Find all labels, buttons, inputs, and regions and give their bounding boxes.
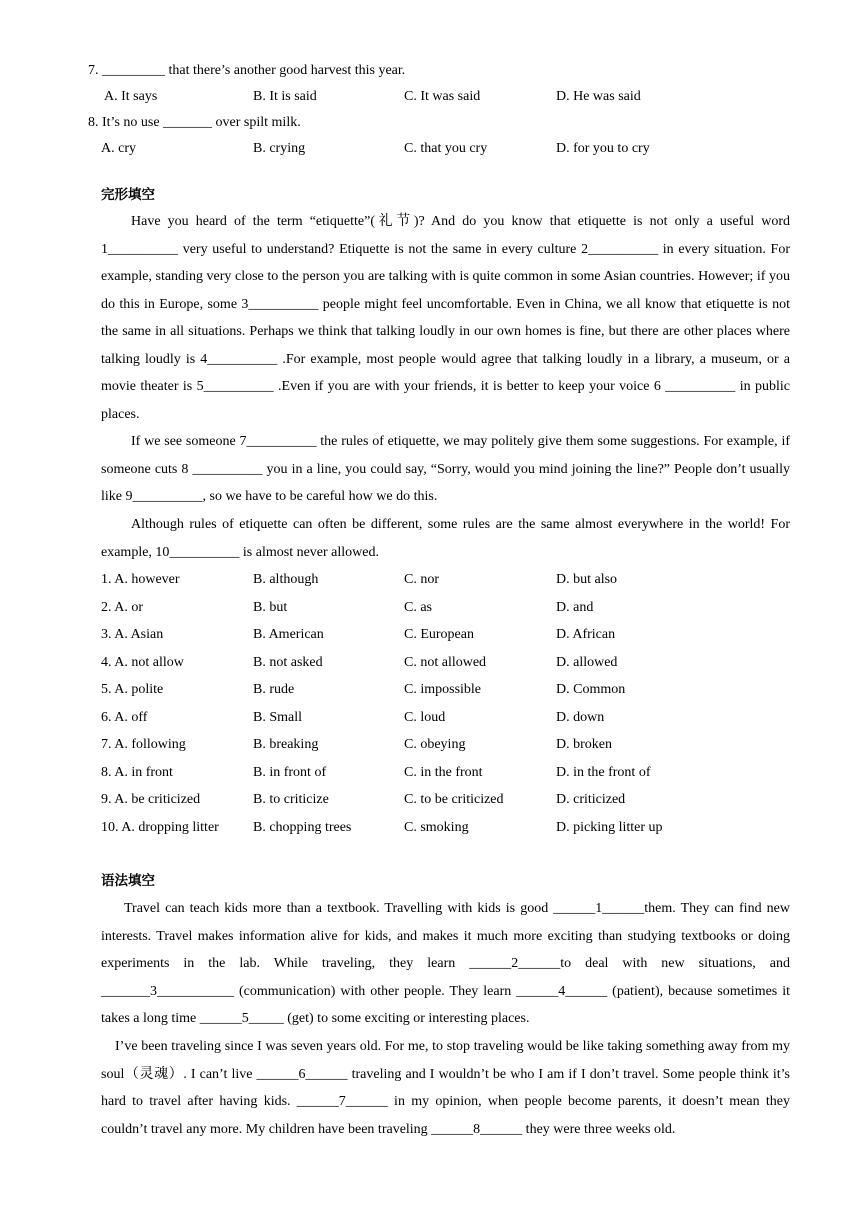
question-7-option-b: B. It is said <box>253 89 317 104</box>
cloze-q1-option-d: D. but also <box>556 572 618 587</box>
cloze-q7-option-b: B. breaking <box>253 737 319 752</box>
grammar-paragraph-1: Travel can teach kids more than a textbook. Travelling with kids is good ______1______them. They can find new interests. Travel makes information alive for kids, and makes it much more exciting than studying textbooks or doing experiments in the lab. While traveling, they learn ______2______to deal with new situations, and _______3___________ (communication) with other people. They learn ______4______ (patient), because sometimes it takes a long time ______5_____ (get) to some exciting or interesting places. <box>101 901 790 1026</box>
question-7-option-a: A. It says <box>104 89 158 104</box>
cloze-q4-option-b: B. not asked <box>253 654 323 670</box>
cloze-paragraph-2: If we see someone 7__________ the rules of etiquette, we may politely give them some suggestions. For example, if someone cuts 8 __________ you in a line, you could say, “Sorry, would you mind joining the line?” People don’t usually like 9__________, so we have to be careful how we do this. <box>101 434 790 504</box>
question-8-option-b: B. crying <box>253 141 306 156</box>
cloze-q6-option-b: B. Small <box>253 709 303 725</box>
cloze-q1-option-b: B. although <box>253 572 319 587</box>
cloze-q6-option-d: D. down <box>556 709 605 725</box>
question-8-option-c: C. that you cry <box>404 141 488 156</box>
cloze-q2-option-a: 2. A. or <box>101 599 143 615</box>
cloze-q5-option-a: 5. A. polite <box>101 682 164 697</box>
cloze-q9-option-c: C. to be criticized <box>404 792 504 807</box>
cloze-q8-option-d: D. in the front of <box>556 764 651 780</box>
cloze-q2-option-d: D. and <box>556 599 594 615</box>
cloze-q10-option-c: C. smoking <box>404 819 469 835</box>
cloze-q2-option-b: B. but <box>253 599 288 615</box>
grammar-paragraph-2: I’ve been traveling since I was seven years old. For me, to stop traveling would be like taking something away from my soul（灵魂）. I can’t live ______6______ traveling and I wouldn’t be who I am if I don’t travel. Some people think it’s hard to travel after having kids. ______7______ in my opinion, when people become parents, it doesn’t mean they couldn’t travel any more. My children have been traveling ______8______ they were three weeks old. <box>101 1039 790 1137</box>
cloze-q7-option-c: C. obeying <box>404 737 466 752</box>
cloze-q4-option-d: D. allowed <box>556 654 618 670</box>
question-7-option-d: D. He was said <box>556 89 641 104</box>
cloze-q7-option-a: 7. A. following <box>101 737 186 752</box>
question-8-stem: 8. It’s no use _______ over spilt milk. <box>88 115 301 130</box>
cloze-q5-option-b: B. rude <box>253 682 295 697</box>
cloze-q4-option-a: 4. A. not allow <box>101 654 184 670</box>
cloze-q1-option-c: C. nor <box>404 572 439 587</box>
cloze-q8-option-b: B. in front of <box>253 764 327 780</box>
cloze-q10-option-b: B. chopping trees <box>253 819 352 835</box>
grammar-heading: 语法填空 <box>101 873 155 889</box>
cloze-q6-option-a: 6. A. off <box>101 709 148 725</box>
cloze-q9-option-b: B. to criticize <box>253 792 329 807</box>
cloze-paragraph-3: Although rules of etiquette can often be different, some rules are the same almost everywhere in the world! For example, 10__________ is almost never allowed. <box>101 517 790 560</box>
cloze-q9-option-a: 9. A. be criticized <box>101 792 201 807</box>
cloze-q3-option-d: D. African <box>556 627 616 642</box>
cloze-q3-option-b: B. American <box>253 627 324 642</box>
cloze-q7-option-d: D. broken <box>556 737 612 752</box>
cloze-q10-option-a: 10. A. dropping litter <box>101 819 219 835</box>
cloze-q9-option-d: D. criticized <box>556 792 626 807</box>
cloze-q5-option-c: C. impossible <box>404 682 482 697</box>
question-7-stem: 7. _________ that there’s another good harvest this year. <box>88 63 406 78</box>
cloze-q3-option-a: 3. A. Asian <box>101 627 164 642</box>
cloze-q1-option-a: 1. A. however <box>101 572 180 587</box>
cloze-q3-option-c: C. European <box>404 627 474 642</box>
cloze-q5-option-d: D. Common <box>556 682 626 697</box>
cloze-heading: 完形填空 <box>101 187 155 203</box>
question-7-option-c: C. It was said <box>404 89 481 104</box>
cloze-q6-option-c: C. loud <box>404 709 446 725</box>
question-8-option-d: D. for you to cry <box>556 141 650 156</box>
cloze-q4-option-c: C. not allowed <box>404 654 487 670</box>
cloze-q2-option-c: C. as <box>404 599 432 615</box>
cloze-q10-option-d: D. picking litter up <box>556 819 663 835</box>
cloze-q8-option-a: 8. A. in front <box>101 764 173 780</box>
question-8-option-a: A. cry <box>101 141 136 156</box>
cloze-paragraph-1: Have you heard of the term “etiquette”(礼节)? And do you know that etiquette is not only a useful word 1__________ very useful to understand? Etiquette is not the same in every culture 2__________ in every situation. For example, standing very close to the person you are talking with is quite common in some Asian countries. However; if you do this in Europe, some 3__________ people might feel uncomfortable. Even in China, we all know that etiquette is not the same in all situations. Perhaps we think that talking loudly in our own homes is fine, but there are other places where talking loudly is 4__________ .For example, most people would agree that talking loudly in a library, a museum, or a movie theater is 5__________ .Even if you are with your friends, it is better to keep your voice 6 __________ in public places. <box>101 214 790 422</box>
cloze-q8-option-c: C. in the front <box>404 764 483 780</box>
